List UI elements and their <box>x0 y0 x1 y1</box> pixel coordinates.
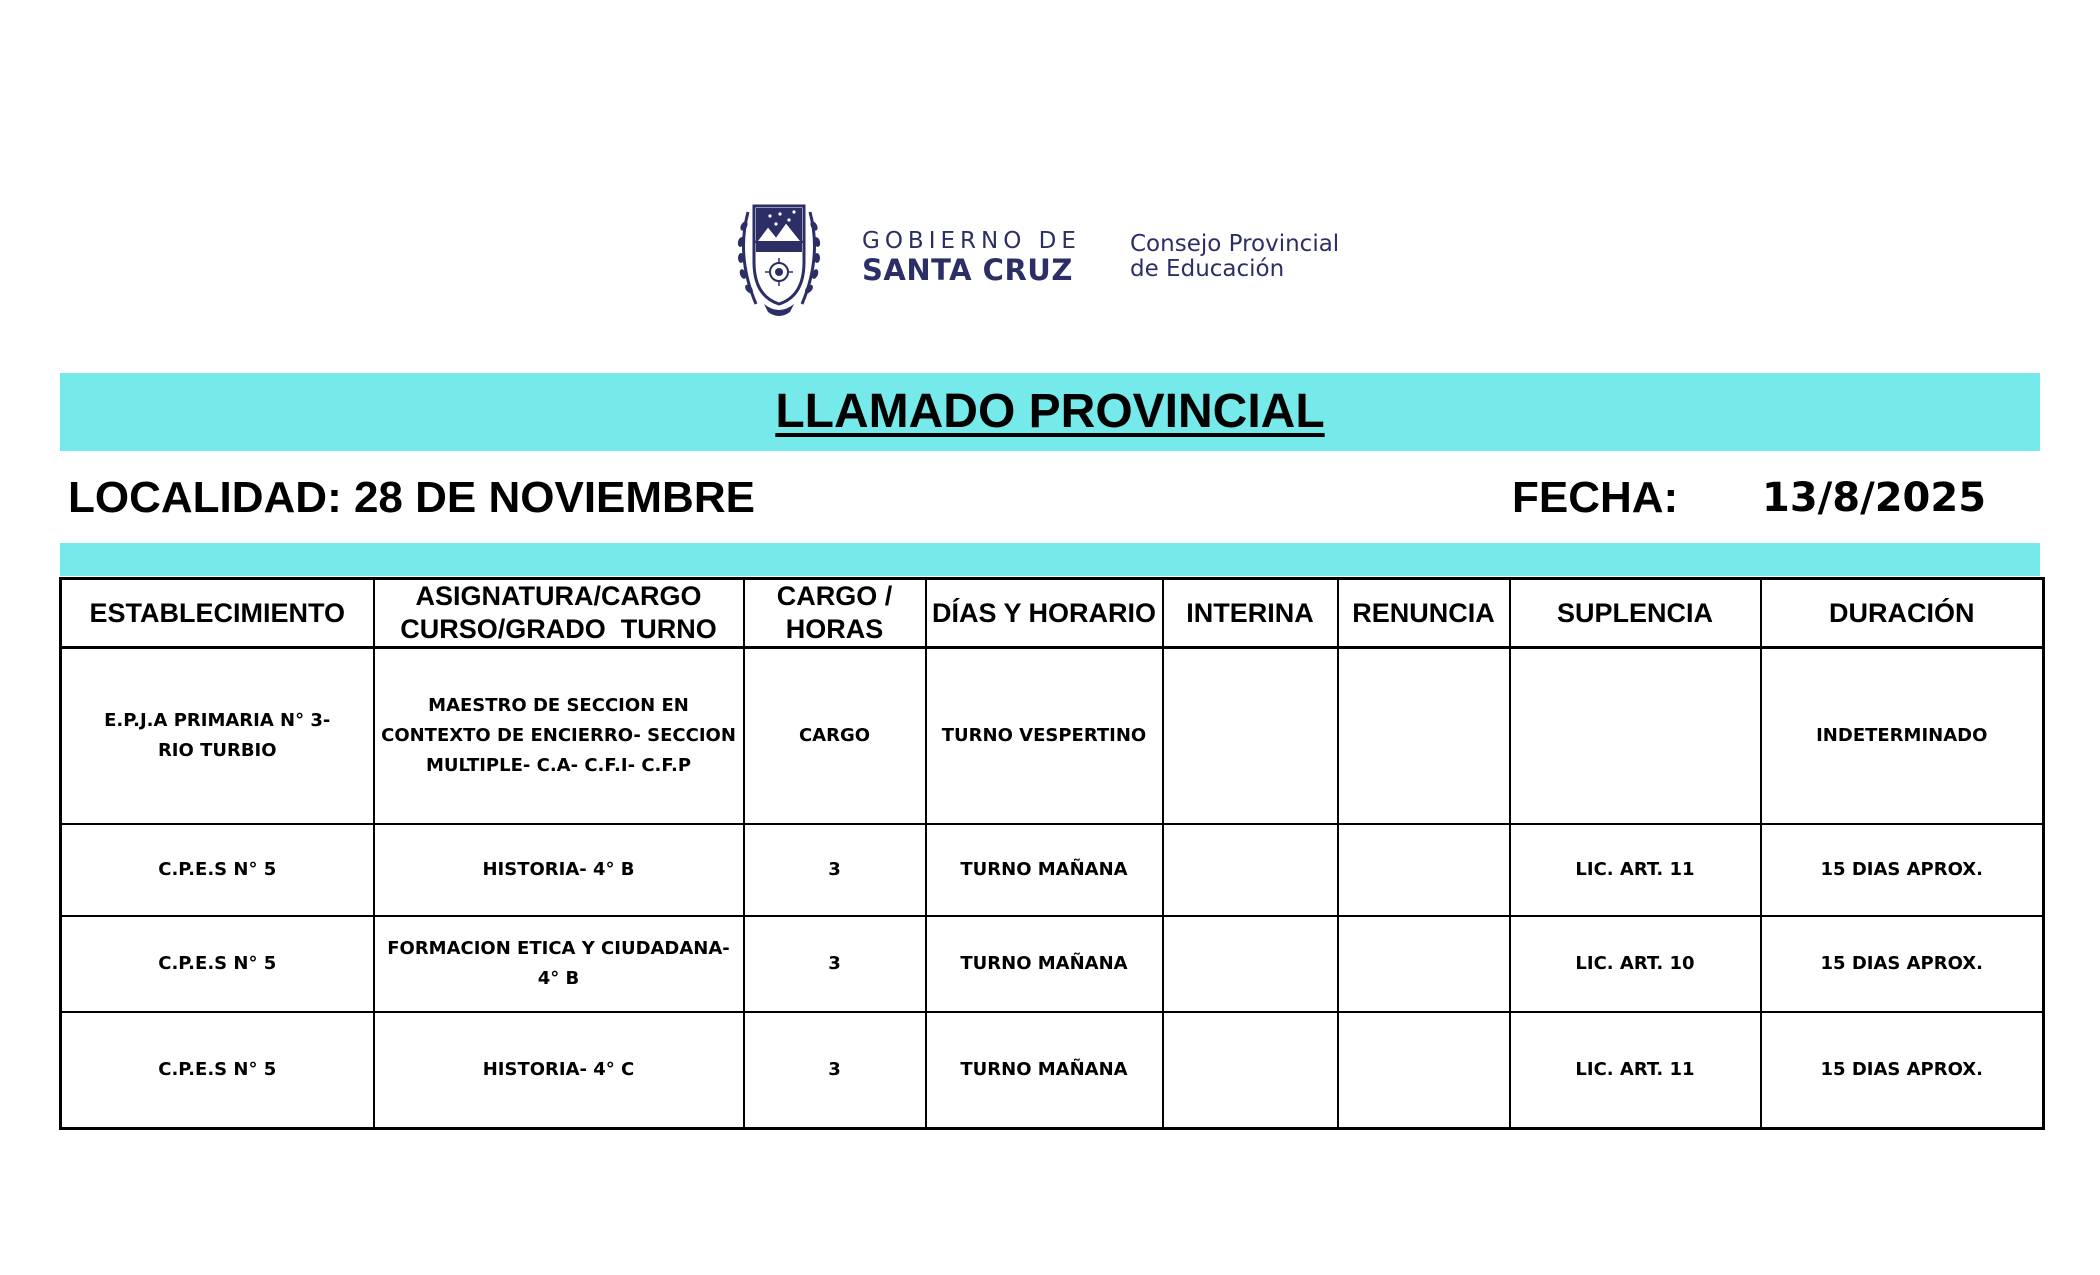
header-cargo-line-1: CARGO / <box>776 581 893 611</box>
fecha-value: 13/8/2025 <box>1762 475 1987 521</box>
cell-interina <box>1163 648 1338 825</box>
consejo-logo-text <box>1130 232 1370 282</box>
santa-cruz-line: SANTA CRUZ <box>862 253 1073 287</box>
header-asignatura-line-2: CURSO/GRADO TURNO <box>400 614 717 644</box>
cell-suplencia: LIC. ART. 10 <box>1510 916 1761 1012</box>
header-renuncia <box>1338 579 1510 648</box>
cell-interina <box>1163 916 1338 1012</box>
cell-dias: TURNO MAÑANA <box>926 916 1163 1012</box>
header-dias-label: DÍAS Y HORARIO <box>931 597 1157 628</box>
cell-interina <box>1163 824 1338 916</box>
cell-duracion: 15 DIAS APROX. <box>1761 916 2044 1012</box>
cell-suplencia <box>1510 648 1761 825</box>
cell-asignatura: FORMACION ETICA Y CIUDADANA- 4° B <box>374 916 744 1012</box>
cell-asignatura: HISTORIA- 4° C <box>374 1012 744 1129</box>
cell-cargo: CARGO <box>744 648 926 825</box>
cell-interina <box>1163 1012 1338 1129</box>
cell-establecimiento: C.P.E.S N° 5 <box>61 1012 374 1129</box>
cell-establecimiento: E.P.J.A PRIMARIA N° 3- RIO TURBIO <box>61 648 374 825</box>
cell-duracion: 15 DIAS APROX. <box>1761 824 2044 916</box>
consejo-line-2: de Educación <box>1130 256 1285 282</box>
gobierno-line: GOBIERNO DE <box>862 228 1081 254</box>
header-asignatura-line-1: ASIGNATURA/CARGO <box>415 581 702 611</box>
cell-renuncia <box>1338 824 1510 916</box>
coat-of-arms-icon <box>734 192 824 322</box>
header-asignatura <box>374 579 744 648</box>
cell-suplencia: LIC. ART. 11 <box>1510 824 1761 916</box>
cell-cargo: 3 <box>744 824 926 916</box>
header-dias <box>926 579 1163 648</box>
fecha-label: FECHA: <box>1512 473 1679 522</box>
cell-renuncia <box>1338 648 1510 825</box>
header-establecimiento <box>61 579 374 648</box>
header-suplencia-label: SUPLENCIA <box>1556 597 1713 628</box>
header-cargo-line-2: HORAS <box>785 614 884 644</box>
cell-asignatura: MAESTRO DE SECCION EN CONTEXTO DE ENCIERRO- SECCION MULTIPLE- C.A- C.F.I- C.F.P <box>374 648 744 825</box>
cell-suplencia: LIC. ART. 11 <box>1510 1012 1761 1129</box>
gobierno-logo-text <box>862 228 1092 286</box>
table-row <box>61 916 2044 1012</box>
cell-dias: TURNO MAÑANA <box>926 824 1163 916</box>
table-row <box>61 648 2044 825</box>
localidad-label: LOCALIDAD: 28 DE NOVIEMBRE <box>68 473 755 522</box>
table-row <box>61 824 2044 916</box>
header-suplencia <box>1510 579 1761 648</box>
header-duracion <box>1761 579 2044 648</box>
table-header-row <box>61 579 2044 648</box>
title-band <box>60 373 2040 451</box>
cell-cargo: 3 <box>744 916 926 1012</box>
header-logo <box>734 192 1354 322</box>
table-row <box>61 1012 2044 1129</box>
header-cargo <box>744 579 926 648</box>
header-renuncia-label: RENUNCIA <box>1352 597 1495 628</box>
page-title: LLAMADO PROVINCIAL <box>775 385 1325 438</box>
header-establecimiento-label: ESTABLECIMIENTO <box>89 597 345 628</box>
cell-asignatura: HISTORIA- 4° B <box>374 824 744 916</box>
cell-duracion: 15 DIAS APROX. <box>1761 1012 2044 1129</box>
cell-establecimiento: C.P.E.S N° 5 <box>61 824 374 916</box>
vacancies-table <box>59 577 2045 1130</box>
consejo-line-1: Consejo Provincial <box>1130 231 1340 257</box>
cell-renuncia <box>1338 1012 1510 1129</box>
header-interina <box>1163 579 1338 648</box>
header-interina-label: INTERINA <box>1186 597 1314 628</box>
cell-dias: TURNO VESPERTINO <box>926 648 1163 825</box>
separator-band <box>60 543 2040 576</box>
cell-dias: TURNO MAÑANA <box>926 1012 1163 1129</box>
cell-renuncia <box>1338 916 1510 1012</box>
cell-establecimiento: C.P.E.S N° 5 <box>61 916 374 1012</box>
cell-duracion: INDETERMINADO <box>1761 648 2044 825</box>
header-duracion-label: DURACIÓN <box>1829 597 1975 628</box>
cell-cargo: 3 <box>744 1012 926 1129</box>
